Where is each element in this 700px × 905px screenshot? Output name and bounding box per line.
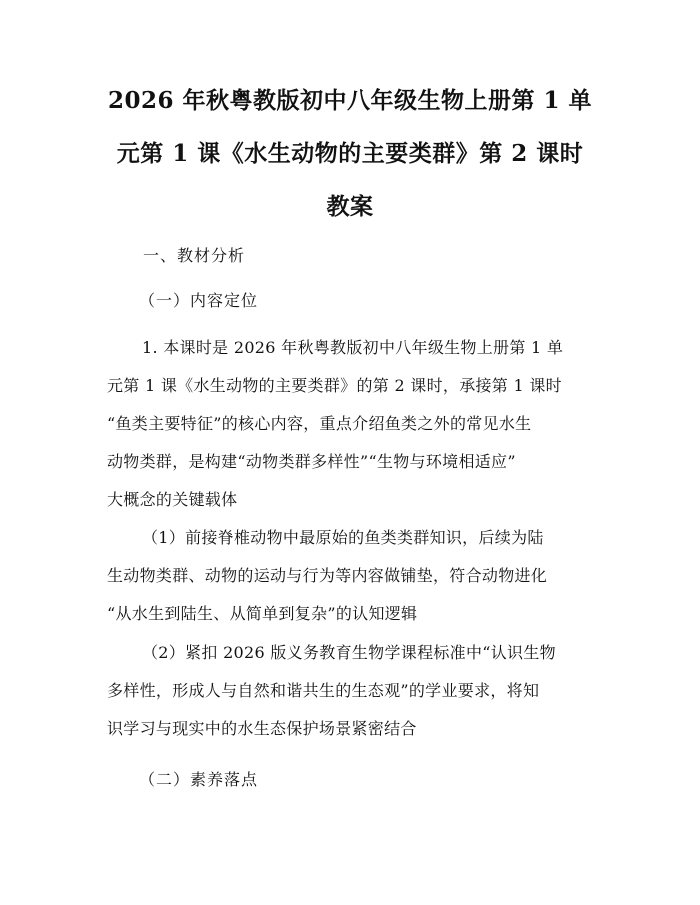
paragraph-1-line-1: 1. 本课时是 2026 年秋粤教版初中八年级生物上册第 1 单: [142, 338, 564, 357]
paragraph-1-line-2: 元第 1 课《水生动物的主要类群》的第 2 课时，承接第 1 课时: [107, 376, 562, 395]
paragraph-1-line-3: “鱼类主要特征”的核心内容，重点介绍鱼类之外的常见水生: [107, 414, 532, 433]
paragraph-2-line-2: 生动物类群、动物的运动与行为等内容做铺垫，符合动物进化: [107, 566, 548, 585]
document-title-line-1: 2026 年秋粤教版初中八年级生物上册第 1 单: [107, 87, 593, 114]
paragraph-3: [107, 645, 597, 759]
paragraph-1: [107, 340, 597, 530]
paragraph-2-line-3: “从水生到陆生、从简单到复杂”的认知逻辑: [107, 604, 418, 623]
paragraph-3-line-1: （2）紧扣 2026 版义务教育生物学课程标准中“认识生物: [142, 643, 556, 662]
document-title-line-3: 教案: [326, 193, 374, 220]
paragraph-2-line-1: （1）前接脊椎动物中最原始的鱼类类群知识，后续为陆: [142, 528, 544, 547]
paragraph-2: [107, 530, 597, 644]
subsection-heading-content-positioning: （一）内容定位: [139, 291, 259, 310]
subsection-heading-literacy-focus: （二）素养落点: [139, 770, 259, 789]
paragraph-3-line-2: 多样性，形成人与自然和谐共生的生态观”的学业要求，将知: [107, 681, 540, 700]
paragraph-3-line-3: 识学习与现实中的水生态保护场景紧密结合: [107, 719, 417, 738]
paragraph-1-line-4: 动物类群，是构建“动物类群多样性”“生物与环境相适应”: [107, 452, 516, 471]
document-title-line-2: 元第 1 课《水生动物的主要类群》第 2 课时: [116, 140, 584, 167]
paragraph-1-line-5: 大概念的关键载体: [107, 490, 238, 509]
section-heading-teaching-material-analysis: 一、教材分析: [143, 246, 246, 265]
